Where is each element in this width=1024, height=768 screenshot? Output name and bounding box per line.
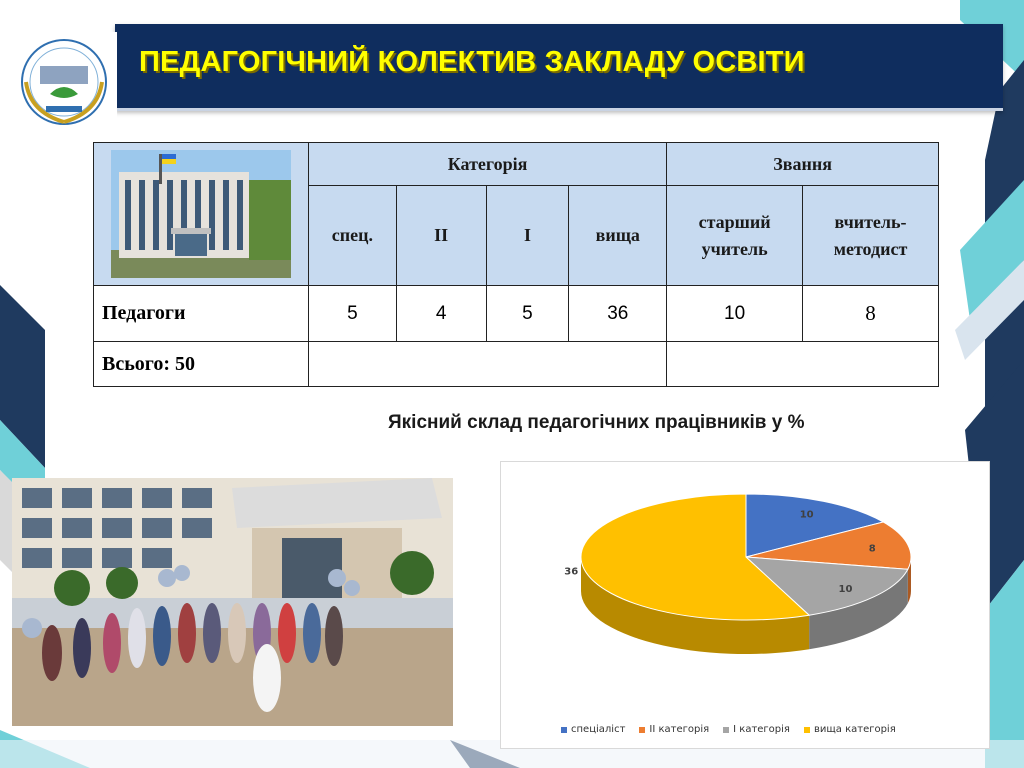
legend-item — [723, 724, 790, 735]
table-row — [94, 286, 939, 342]
subheader-highest: вища — [569, 186, 667, 286]
legend-swatch — [639, 727, 645, 733]
legend-label: II категорія — [649, 724, 710, 735]
title-header: Звання — [667, 143, 939, 186]
table-row — [94, 342, 939, 387]
value-senior-teacher: 10 — [667, 286, 803, 342]
staff-table — [93, 142, 939, 387]
pie-data-label: 10 — [799, 509, 814, 521]
chart-title: Якісний склад педагогічних працівників у % — [388, 412, 805, 433]
total-category-cell — [308, 342, 666, 387]
pie-data-label: 8 — [868, 543, 876, 555]
value-teacher-methodist: 8 — [803, 286, 939, 342]
staff-group-photo — [12, 478, 453, 726]
school-building-photo — [111, 150, 291, 278]
subheader-second: II — [396, 186, 486, 286]
subheader-teacher-methodist: вчитель-методист — [803, 186, 939, 286]
title-banner — [115, 24, 1003, 111]
legend-label: вища категорія — [813, 724, 896, 735]
school-building-photo-cell — [94, 143, 309, 286]
legend-swatch — [723, 727, 729, 733]
legend-swatch — [561, 727, 567, 733]
page-title: ПЕДАГОГІЧНИЙ КОЛЕКТИВ ЗАКЛАДУ ОСВІТИ — [139, 46, 805, 78]
subheader-first: I — [486, 186, 569, 286]
pie-chart — [501, 462, 989, 712]
legend-item — [804, 724, 896, 735]
category-header: Категорія — [308, 143, 666, 186]
subheader-spec: спец. — [308, 186, 396, 286]
value-highest: 36 — [569, 286, 667, 342]
legend-label: I категорія — [733, 724, 790, 735]
value-second: 4 — [396, 286, 486, 342]
value-first: 5 — [486, 286, 569, 342]
legend-item — [639, 724, 709, 735]
legend-item — [561, 724, 625, 735]
pie-data-label: 36 — [564, 566, 579, 578]
pie-chart-frame — [500, 461, 990, 749]
pie-data-label: 10 — [838, 584, 853, 596]
legend-label: спеціаліст — [571, 724, 626, 735]
chart-legend — [561, 724, 896, 735]
total-title-cell — [667, 342, 939, 387]
value-spec: 5 — [308, 286, 396, 342]
row-label-total: Всього: 50 — [94, 342, 309, 387]
row-label-teachers: Педагоги — [94, 286, 309, 342]
subheader-senior-teacher: старший учитель — [667, 186, 803, 286]
school-logo — [12, 32, 117, 132]
legend-swatch — [804, 727, 810, 733]
